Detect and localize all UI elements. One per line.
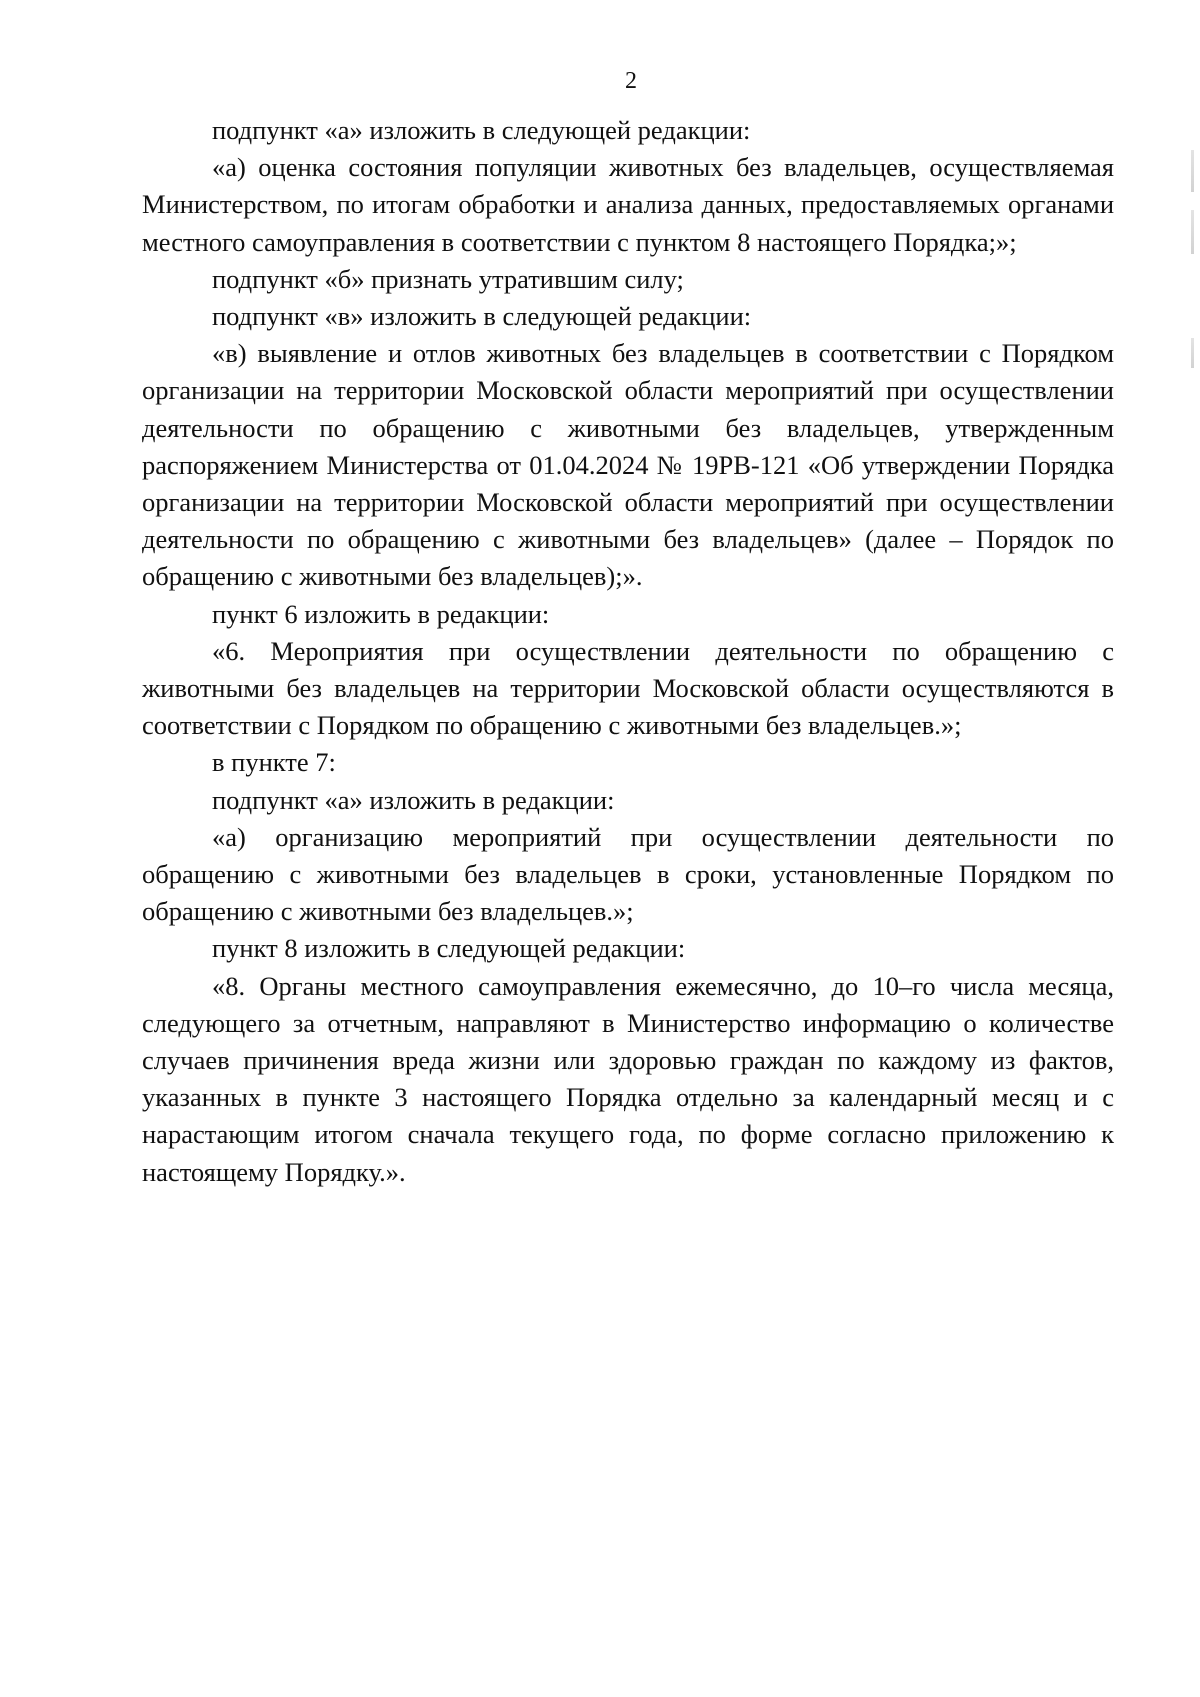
scan-edge-mark — [1191, 338, 1194, 368]
paragraph-subitem-a-text: «а) оценка состояния популяции животных без владельцев, осуществляемая Министерством, по итогам обработки и анализа данных, предоставляемых органами местного самоуправления в соответствии с пунктом 8 настоящего Порядка;»; — [142, 152, 1114, 257]
paragraph-item-7-intro: в пункте 7: — [212, 747, 336, 778]
scan-edge-mark — [1191, 150, 1194, 192]
paragraph-subitem-b: подпункт «б» признать утратившим силу; — [212, 263, 684, 294]
page-number: 2 — [625, 68, 637, 94]
paragraph-item-8-text: «8. Органы местного самоуправления ежемесячно, до 10–го числа месяца, следующего за отчетным, направляют в Министерство информацию о количестве случаев причинения вреда жизни или здоровью граждан по каждому из фактов, указанных в пункте 3 настоящего Порядка отдельно за календарный месяц и с нарастающим итогом сначала текущего года, по форме согласно приложению к настоящему Порядку.». — [142, 970, 1114, 1187]
paragraph-item-7-subitem-a-intro: подпункт «а» изложить в редакции: — [212, 784, 615, 815]
scan-edge-mark — [1191, 210, 1194, 254]
paragraph-item-6-intro: пункт 6 изложить в редакции: — [212, 598, 550, 629]
paragraph-item-8-intro: пункт 8 изложить в следующей редакции: — [212, 933, 686, 964]
paragraph-item-6-text: «6. Мероприятия при осуществлении деятельности по обращению с животными без владельцев на территории Московской области осуществляются в соответствии с Порядком по обращению с животными без владельцев.»; — [142, 635, 1114, 741]
paragraph-subitem-a-intro: подпункт «а» изложить в следующей редакции: — [212, 115, 751, 145]
document-body — [142, 112, 1114, 1191]
paragraph-item-7-subitem-a-text: «а) организацию мероприятий при осуществлении деятельности по обращению с животными без владельцев в сроки, установленные Порядком по обращению с животными без владельцев.»; — [142, 821, 1114, 927]
paragraph-subitem-v-text: «в) выявление и отлов животных без владельцев в соответствии с Порядком организации на территории Московской области мероприятий при осуществлении деятельности по обращению с животными без владельцев, утвержденным распоряжением Министерства от 01.04.2024 № 19РВ-121 «Об утверждении Порядка организации на территории Московской области мероприятий при осуществлении деятельности по обращению с животными без владельцев» (далее – Порядок по обращению с животными без владельцев);». — [142, 338, 1114, 592]
paragraph-subitem-v-intro: подпункт «в» изложить в следующей редакции: — [212, 301, 752, 332]
